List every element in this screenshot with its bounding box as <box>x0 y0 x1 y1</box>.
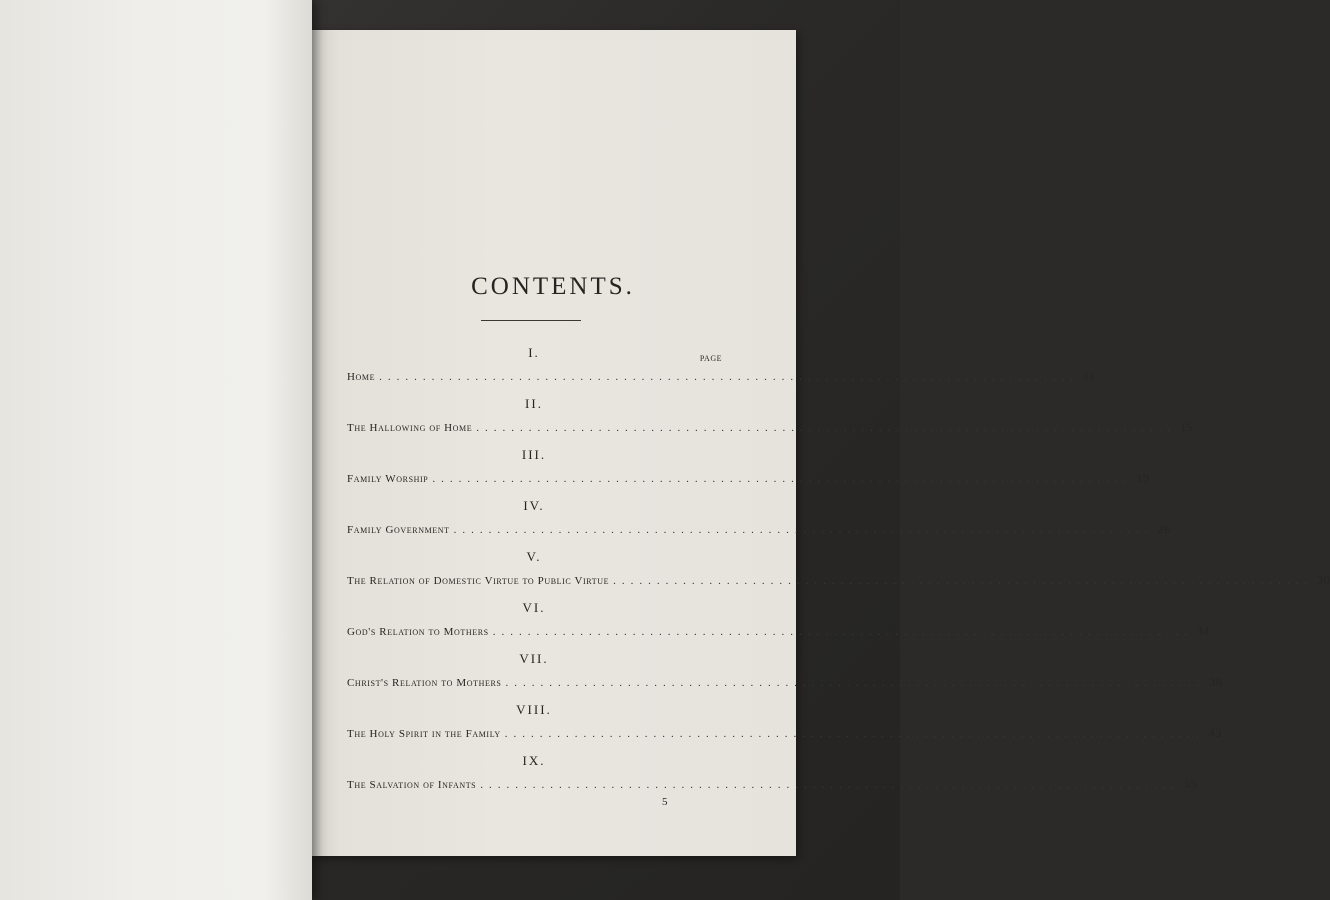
contents-entry <box>347 345 1096 396</box>
chapter-page-number: 43 <box>1208 726 1222 740</box>
chapter-numeral: IV. <box>523 498 545 513</box>
chapter-title: Christ's Relation to Mothers <box>347 677 502 689</box>
chapter-numeral: V. <box>526 549 542 564</box>
chapter-title: The Hallowing of Home <box>347 422 473 434</box>
contents-list <box>347 345 1330 804</box>
chapter-title: The Relation of Domestic Virtue to Public Virtue <box>347 575 610 587</box>
entry-line <box>347 419 1194 436</box>
entry-line <box>347 725 1222 742</box>
chapter-numeral: III. <box>521 447 547 462</box>
chapter-numeral: VII. <box>519 651 549 666</box>
chapter-page-number: 19 <box>1136 471 1150 485</box>
chapter-numeral: II. <box>525 396 543 411</box>
entry-line <box>347 623 1210 640</box>
chapter-page-number: 34 <box>1196 624 1210 638</box>
contents-entry <box>347 396 1194 447</box>
chapter-page-number: 38 <box>1209 675 1223 689</box>
chapter-page-number: 11 <box>1083 369 1096 383</box>
contents-entry <box>347 447 1150 498</box>
chapter-page-number: 30 <box>1317 573 1330 587</box>
contents-page <box>310 30 1330 856</box>
dot-leader: ................................................................................ <box>492 626 1193 638</box>
dot-leader: ................................................................................ <box>504 728 1205 740</box>
entry-line <box>347 776 1198 793</box>
entry-line <box>347 572 1330 589</box>
dot-leader: ................................................................................ <box>505 677 1206 689</box>
chapter-page-number: 55 <box>1184 777 1198 791</box>
chapter-title: God's Relation to Mothers <box>347 626 489 638</box>
dot-leader: ................................................................................ <box>453 524 1154 536</box>
title-rule <box>481 320 581 321</box>
chapter-numeral: I. <box>528 345 540 360</box>
chapter-page-number: 26 <box>1157 522 1171 536</box>
page-number: 5 <box>662 796 668 808</box>
contents-entry <box>347 651 1223 702</box>
chapter-page-number: 15 <box>1180 420 1194 434</box>
contents-entry <box>347 498 1171 549</box>
entry-line <box>347 368 1096 385</box>
left-blank-page <box>0 0 312 900</box>
contents-entry <box>347 549 1330 600</box>
chapter-title: Home <box>347 371 376 383</box>
dot-leader: ................................................................................ <box>379 371 1080 383</box>
chapter-title: Family Government <box>347 524 450 536</box>
contents-entry <box>347 600 1210 651</box>
entry-line <box>347 470 1150 487</box>
entry-line <box>347 521 1171 538</box>
dot-leader: ................................................................................ <box>432 473 1133 485</box>
dot-leader: ................................................................................ <box>476 422 1177 434</box>
entry-line <box>347 674 1223 691</box>
contents-entry <box>347 702 1222 753</box>
dot-leader: ................................................................................ <box>613 575 1314 587</box>
chapter-numeral: IX. <box>522 753 546 768</box>
dot-leader: ................................................................................ <box>480 779 1181 791</box>
chapter-title: Family Worship <box>347 473 429 485</box>
chapter-title: The Holy Spirit in the Family <box>347 728 501 740</box>
page-title: CONTENTS. <box>471 273 635 300</box>
chapter-title: The Salvation of Infants <box>347 779 477 791</box>
chapter-numeral: VI. <box>522 600 546 615</box>
chapter-numeral: VIII. <box>516 702 552 717</box>
page-column-label: PAGE <box>699 354 722 363</box>
